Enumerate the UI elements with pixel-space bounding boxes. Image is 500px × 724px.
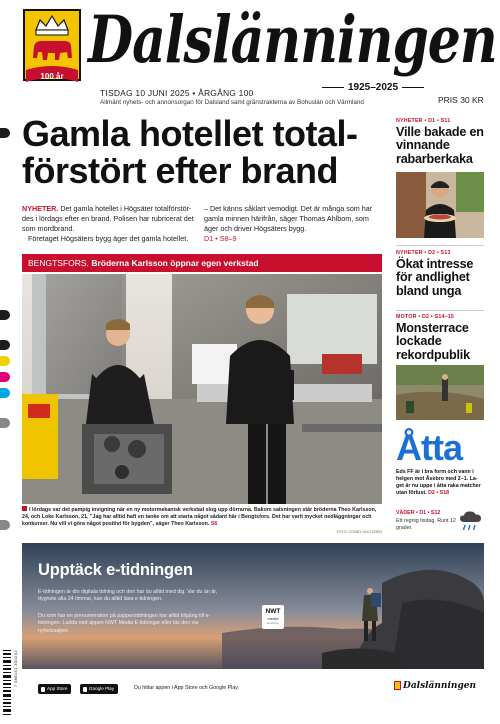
crest-logo bbox=[20, 8, 84, 92]
nwt-logo-label: E-tidning bbox=[267, 620, 279, 625]
monster-race-photo bbox=[396, 365, 484, 420]
registration-mark bbox=[0, 340, 10, 350]
photo-story-location: BENGTSFORS. bbox=[28, 258, 89, 268]
weather-kicker: VÄDER • D1 • S12 bbox=[396, 510, 441, 516]
photo-caption bbox=[22, 506, 382, 528]
atta-text bbox=[396, 469, 484, 498]
atta-feature[interactable] bbox=[396, 427, 484, 498]
e-tidning-ad[interactable] bbox=[22, 543, 484, 669]
sidebar-headline: Monsterrace lockade rekordpublik bbox=[396, 321, 470, 362]
photo-credit: FOTO: CONNY HULTGREN bbox=[336, 530, 382, 534]
lead-quote: – Det känns såklart vemodigt. Det är många som har gamla minnen härifrån, säger Thomas Ahlbom, som äger och driver Högsäters bygg. bbox=[204, 204, 373, 233]
sidebar-kicker: MOTOR • D2 • S14–15 bbox=[396, 314, 455, 320]
sidebar-divider bbox=[396, 245, 484, 246]
lead-kicker: NYHETER. bbox=[22, 204, 59, 213]
ad-footer-text: Du hittar appen i App Store och Google Play. bbox=[134, 685, 240, 691]
ad-paragraph-2: Du som har en prenumeration på papperstidningen har alltid tillgång till e-tidningen. Ladda ned appen NWT Media E-tidningar eller läs den via nyhetssajten. bbox=[38, 613, 211, 634]
main-headline[interactable]: Gamla hotellet total-förstört efter brand bbox=[22, 113, 358, 191]
weather-text: Ett regnig tisdag. Runt 12 grader. bbox=[396, 518, 456, 532]
atta-page-ref: D2 • S18 bbox=[428, 490, 450, 497]
registration-mark bbox=[0, 520, 10, 530]
sidebar-kicker: NYHETER • D1 • S11 bbox=[396, 118, 451, 124]
baker-photo bbox=[396, 172, 484, 238]
registration-mark bbox=[0, 310, 10, 320]
caption-page-ref[interactable]: S6 bbox=[210, 521, 218, 528]
sidebar-kicker: NYHETER • D2 • S13 bbox=[396, 250, 451, 256]
ad-title: Upptäck e-tidningen bbox=[38, 561, 193, 579]
footer-logo bbox=[394, 681, 476, 691]
barcode-number: 7 388151 300202 bbox=[13, 650, 18, 688]
lead-right-column bbox=[204, 204, 384, 244]
sidebar-item-andlighet[interactable] bbox=[396, 250, 484, 298]
atta-body: Eds FF är i bra form och vann i helgen mot Åsebro med 2–1. La-get är nu uppe i åtta raka matcher utan förlust. bbox=[396, 469, 481, 497]
sidebar-headline: Ökat intresse för andlighet bland unga bbox=[396, 257, 474, 298]
registration-mark bbox=[0, 128, 10, 138]
ad-footer bbox=[22, 672, 484, 706]
sidebar-item-monsterrace[interactable] bbox=[396, 314, 484, 362]
anniversary-years: 1925–2025 bbox=[318, 82, 428, 93]
google-play-button[interactable]: Google Play bbox=[80, 684, 118, 694]
dateline: TISDAG 10 JUNI 2025 • ÅRGÅNG 100 bbox=[100, 88, 254, 98]
app-store-button[interactable]: App Store bbox=[38, 684, 71, 694]
footer-crest-icon bbox=[394, 681, 401, 690]
lead-left-column bbox=[22, 204, 194, 244]
registration-mark bbox=[0, 356, 10, 366]
lead-text-2: Företaget Högsäters bygg äger det gamla hotellet. bbox=[28, 233, 189, 243]
registration-mark bbox=[0, 388, 10, 398]
sidebar-headline: Ville bakade en vinnande rabarberkaka bbox=[396, 125, 484, 166]
photo-story-bar[interactable] bbox=[22, 254, 382, 272]
ad-paragraph-1: E-tidningen är din digitala tidning och den har du alltid med dig. Var du än är, dygnets alla 24 timmar, kan du alltid läsa e-tidningen. bbox=[38, 589, 218, 603]
registration-mark bbox=[0, 418, 10, 428]
workshop-photo bbox=[22, 274, 382, 504]
lead-text: Det gamla hotellet i Högsäter totalförstör-des i lördags efter en brand. Polisen har rubricerat det som mordbrand. bbox=[22, 204, 194, 233]
photo-story-title: Bröderna Karlsson öppnar egen verkstad bbox=[91, 258, 259, 268]
sidebar-divider bbox=[396, 310, 484, 311]
lead-page-ref[interactable]: D1 • S8–9 bbox=[204, 233, 237, 243]
caption-text: I lördags var det pampig invigning när en ny motormekanisk verkstad slog upp dörrarna. Bakom satsningen står bröderna Theo Karlsson, 24, och Loke Karlsson, 21. "Jag har alltid haft en tanke om att starta något sådant här i Bengtsfors. Det har varit mycket nedläggningar och konkurser. Nu vill vi göra något positivt för bygden", säger Theo Karlsson. bbox=[22, 507, 377, 528]
caption-marker bbox=[22, 506, 27, 511]
crest-badge-text: 100 år bbox=[40, 72, 64, 81]
price: PRIS 30 KR bbox=[438, 95, 484, 105]
footer-logo-text: Dalslänningen bbox=[403, 681, 476, 691]
registration-mark bbox=[0, 372, 10, 382]
tagline: Allmänt nyhets- och annonsorgan för Dalsland samt gränstrakterna av Bohuslän och Värmland bbox=[100, 99, 364, 106]
masthead-title: Dalslänningen bbox=[88, 1, 497, 78]
atta-word: Åtta bbox=[396, 427, 462, 468]
nwt-logo-subtext: media bbox=[267, 615, 279, 621]
nwt-media-logo bbox=[262, 605, 284, 629]
rain-cloud-icon bbox=[458, 510, 484, 532]
nwt-logo-text: NWT bbox=[265, 608, 281, 615]
sidebar-item-rabarberkaka[interactable] bbox=[396, 118, 484, 166]
